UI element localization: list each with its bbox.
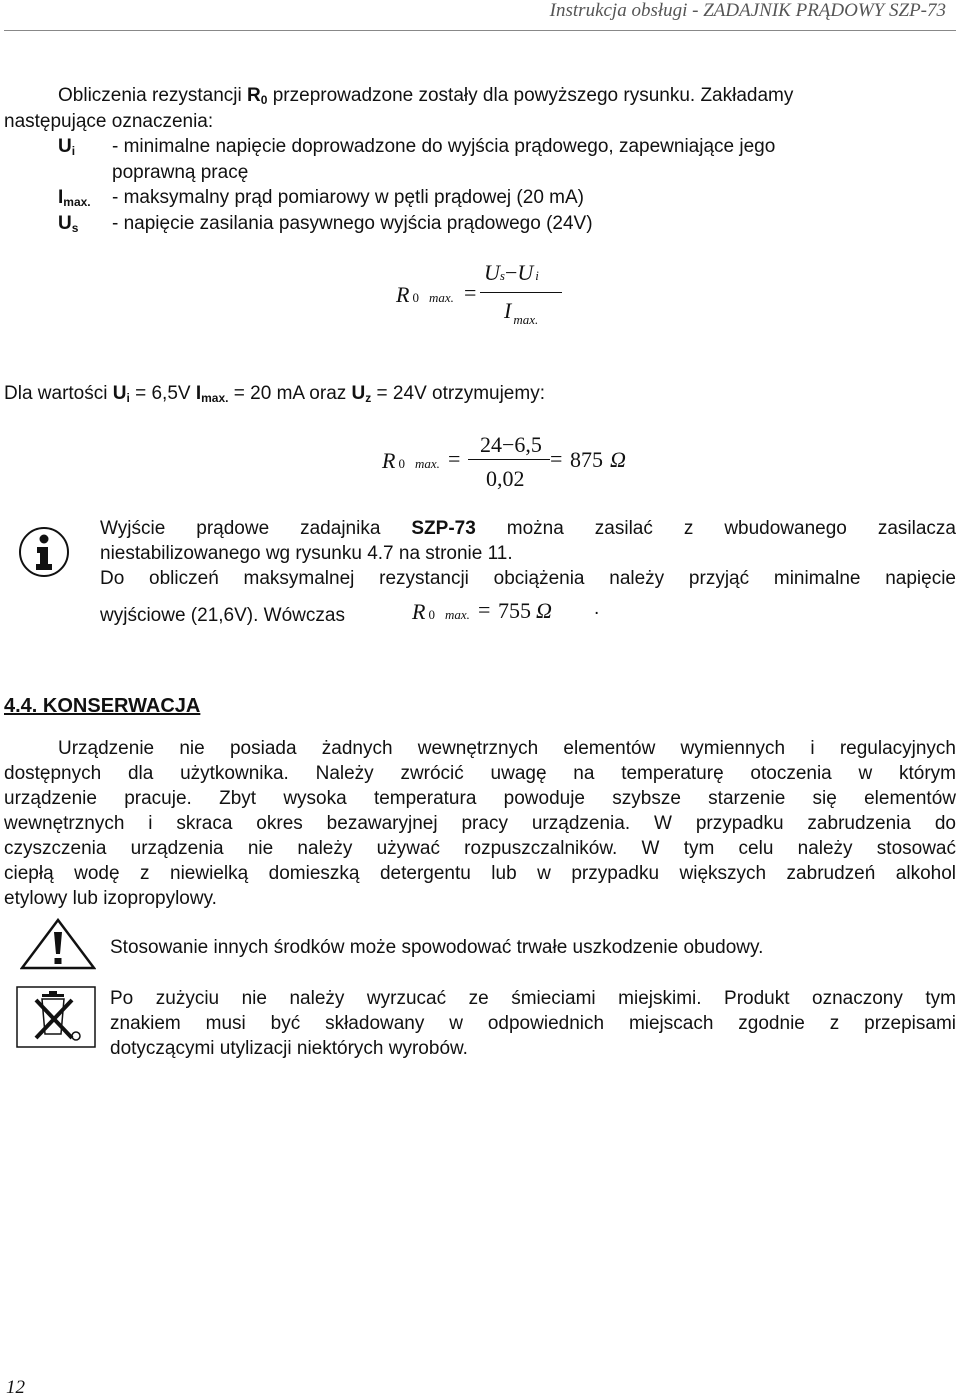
- maintenance-paragraph: [4, 736, 956, 911]
- def-text-ui-cont: poprawną pracę: [112, 162, 249, 183]
- info-line-2: niestabilizowanego wg rysunku 4.7 na stronie 11.: [100, 543, 513, 564]
- intro-text: Obliczenia rezystancji: [58, 85, 248, 106]
- maint-line: dostępnych dla użytkownika. Należy zwrócić uwagę na temperaturę otoczenia w którym: [4, 763, 956, 784]
- def-text-ui: - minimalne napięcie doprowadzone do wyjścia prądowego, zapewniające jego: [112, 136, 776, 157]
- fraction-bar-2: [468, 459, 550, 460]
- def-text-us: - napięcie zasilania pasywnego wyjścia prądowego (24V): [112, 213, 593, 234]
- intro-text-cont: przeprowadzone zostały dla powyższego rysunku. Zakładamy: [267, 85, 794, 106]
- def-text-imax: - maksymalny prąd pomiarowy w pętli prądowej (20 mA): [112, 187, 584, 208]
- disposal-text: [110, 986, 956, 1061]
- warning-text: Stosowanie innych środków może spowodować trwałe uszkodzenie obudowy.: [110, 937, 764, 958]
- info-line-3: Do obliczeń maksymalnej rezystancji obciążenia należy przyjąć minimalne napięcie: [100, 568, 956, 589]
- page-number: 12: [6, 1377, 25, 1398]
- page-header: Instrukcja obsługi - ZADAJNIK PRĄDOWY SZP-73: [549, 0, 946, 21]
- warning-icon: [20, 918, 96, 970]
- maint-line: czyszczenia urządzenia nie należy używać rozpuszczalników. W tym celu należy stosować: [4, 838, 956, 859]
- values-line: Dla wartości $U_i = 6,5V$ $I_{max.} = 20$ mA oraz $U_z = 24V$ otrzymujemy:: [4, 383, 545, 405]
- disposal-line: dotyczącymi utylizacji niektórych wyrobów.: [110, 1038, 468, 1059]
- info-icon: [18, 526, 70, 578]
- maint-line: etylowy lub izopropylowy.: [4, 888, 217, 909]
- formula-r0-result: R 0 max. = 755 Ω .: [412, 597, 600, 624]
- def-symbol-imax: $I_{max.}$: [58, 187, 91, 209]
- r0-subscript: 0: [260, 93, 268, 107]
- header-rule: [4, 30, 956, 31]
- info-line-4: wyjściowe (21,6V). Wówczas: [100, 605, 345, 626]
- def-symbol-ui: $U_i$: [58, 136, 76, 158]
- fraction-bar: [480, 292, 562, 293]
- info-line-1: Wyjście prądowe zadajnika SZP-73 można zasilać z wbudowanego zasilacza: [100, 518, 956, 539]
- def-symbol-us: $U_s$: [58, 213, 79, 235]
- section-title: 4.4. KONSERWACJA: [4, 695, 201, 717]
- formula-r0-calc: R 0 max. = 24−6,5 0,02 = 875 Ω: [382, 432, 626, 491]
- maint-line: urządzenie pracuje. Zbyt wysoka temperatura powoduje szybsze starzenie się elementów: [4, 788, 956, 809]
- r0-symbol: R: [247, 85, 261, 106]
- crossed-bin-icon: [16, 986, 96, 1048]
- info-note: [100, 516, 956, 591]
- maint-line: ciepłą wodę z niewielką domieszką detergentu lub w przypadku większych zabrudzeń alkohol: [4, 863, 956, 884]
- disposal-line: znakiem musi być składowany w odpowiednich miejscach zgodnie z przepisami: [110, 1013, 956, 1034]
- disposal-line: Po zużyciu nie należy wyrzucać ze śmieciami miejskimi. Produkt oznaczony tym: [110, 988, 956, 1009]
- maint-line: Urządzenie nie posiada żadnych wewnętrznych elementów wymiennych i regulacyjnych: [58, 738, 956, 759]
- formula-r0-general: R 0 max. = Us−U i I $_{max.}$: [396, 258, 596, 334]
- intro-line-1: [58, 84, 793, 112]
- maint-line: wewnętrznych i skraca okres bezawaryjnej pracy urządzenia. W przypadku zabrudzenia do: [4, 813, 956, 834]
- intro-line-2: następujące oznaczenia:: [4, 111, 214, 132]
